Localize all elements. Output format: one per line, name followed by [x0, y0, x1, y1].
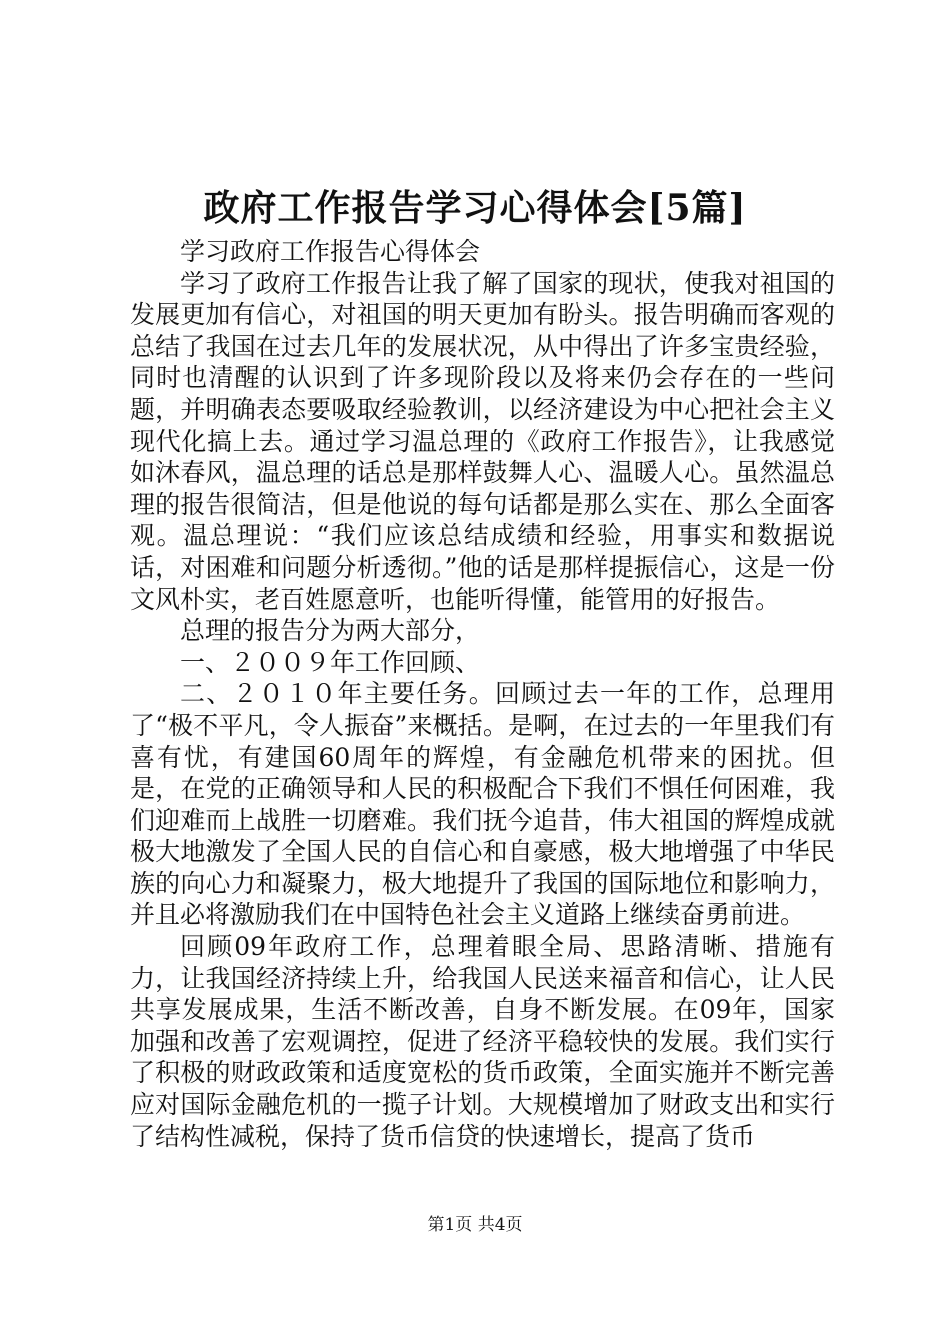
paragraph: 二、２０１０年主要任务。回顾过去一年的工作，总理用了“极不平凡，令人振奋”来概括。是啊，在过去的一年里我们有喜有忧，有建国60周年的辉煌，有金融危机带来的困扰。但是，在党的正确领导和人民的积极配合下我们不惧任何困难，我们迎难而上战胜一切磨难。我们抚今追昔，伟大祖国的辉煌成就极大地激发了全国人民的自信心和自豪感，极大地增强了中华民族的向心力和凝聚力，极大地提升了我国的国际地位和影响力，并且必将激励我们在中国特色社会主义道路上继续奋勇前进。: [130, 679, 835, 930]
paragraph-subtitle: 学习政府工作报告心得体会: [180, 237, 481, 266]
paragraph: 回顾09年政府工作，总理着眼全局、思路清晰、措施有力，让我国经济持续上升，给我国人民送来福音和信心，让人民共享发展成果，生活不断改善，自身不断发展。在09年，国家加强和改善了宏观调控，促进了经济平稳较快的发展。我们实行了积极的财政政策和适度宽松的货币政策，全面实施并不断完善应对国际金融危机的一揽子计划。大规模增加了财政支出和实行了结构性减税，保持了货币信贷的快速增长，提高了货币: [130, 932, 835, 1151]
document-title: 政府工作报告学习心得体会[5篇]: [203, 187, 747, 229]
paragraph: 一、２００９年工作回顾、: [180, 647, 481, 677]
paragraph: 总理的报告分为两大部分，: [180, 616, 481, 646]
page-number-footer: 第1页 共4页: [427, 1215, 523, 1235]
paragraph: 学习了政府工作报告让我了解了国家的现状，使我对祖国的发展更加有信心，对祖国的明天更加有盼头。报告明确而客观的总结了我国在过去几年的发展状况，从中得出了许多宝贵经验，同时也清醒的认识到了许多现阶段以及将来仍会存在的一些问题，并明确表态要吸取经验教训，以经济建设为中心把社会主义现代化搞上去。通过学习温总理的《政府工作报告》，让我感觉如沐春风，温总理的话总是那样鼓舞人心、温暖人心。虽然温总理的报告很简洁，但是他说的每句话都是那么实在、那么全面客观。温总理说：“我们应该总结成绩和经验，用事实和数据说话，对困难和问题分析透彻。”他的话是那样提振信心，这是一份文风朴实，老百姓愿意听，也能听得懂，能管用的好报告。: [130, 268, 835, 614]
document-body: [130, 236, 835, 1152]
